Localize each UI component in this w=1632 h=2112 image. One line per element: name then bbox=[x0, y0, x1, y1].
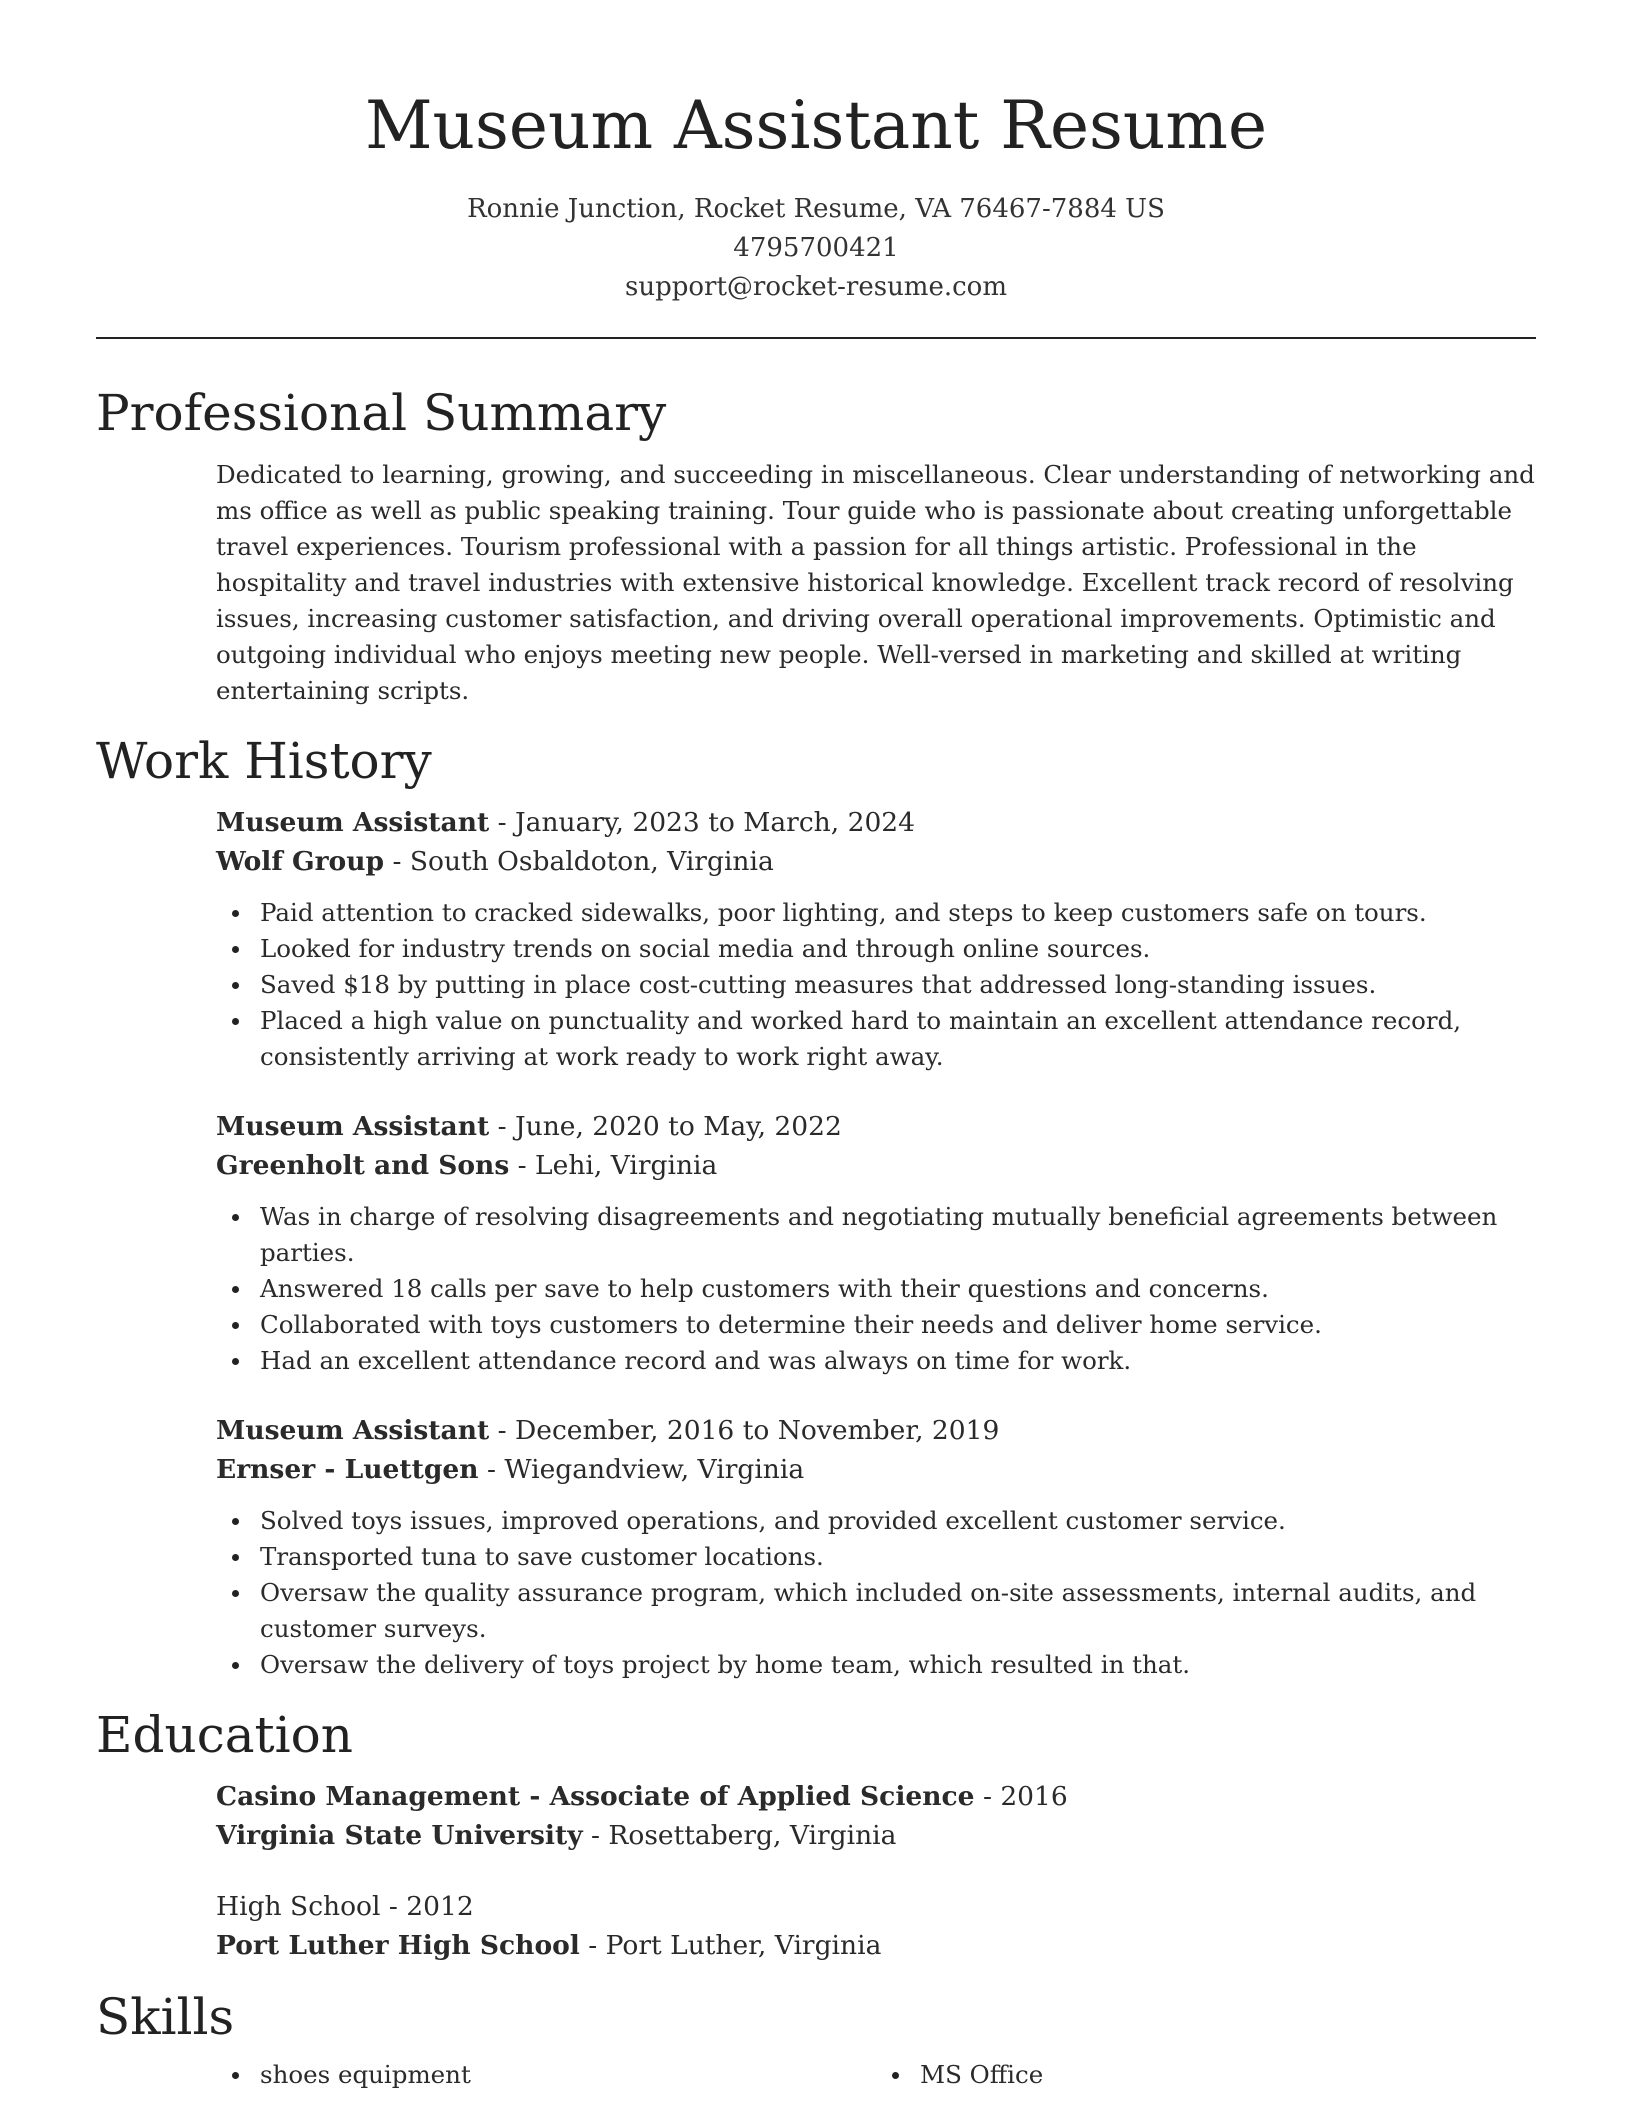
job-location: - Lehi, Virginia bbox=[509, 1150, 718, 1181]
job-dates: - June, 2020 to May, 2022 bbox=[489, 1111, 842, 1142]
work-history-list bbox=[216, 803, 1536, 1683]
job-location: - South Osbaldoton, Virginia bbox=[384, 846, 774, 877]
job-dates: - January, 2023 to March, 2024 bbox=[489, 807, 916, 838]
education-list bbox=[216, 1777, 1536, 1965]
skills-column bbox=[216, 2057, 876, 2093]
resume-header bbox=[96, 0, 1536, 307]
job-title: Museum Assistant bbox=[216, 807, 490, 838]
job-company: Greenholt and Sons bbox=[216, 1150, 510, 1181]
list-item: MS Office bbox=[920, 2057, 1536, 2093]
list-item: Was in charge of resolving disagreements and negotiating mutually beneficial agreements between parties. bbox=[260, 1199, 1536, 1271]
list-item: Placed a high value on punctuality and worked hard to maintain an excellent attendance record, consistently arriving at work ready to work right away. bbox=[260, 1003, 1536, 1075]
list-item: Answered 18 calls per save to help customers with their questions and concerns. bbox=[260, 1271, 1536, 1307]
education-year: High School - 2012 bbox=[216, 1891, 474, 1922]
education-school: Port Luther High School bbox=[216, 1930, 580, 1961]
contact-phone: 4795700421 bbox=[733, 233, 899, 263]
resume-page bbox=[96, 0, 1536, 2093]
job-title: Museum Assistant bbox=[216, 1111, 490, 1142]
job-entry bbox=[216, 1107, 1536, 1379]
education-heading: Education bbox=[96, 1706, 353, 1764]
job-bullets bbox=[216, 1199, 1536, 1379]
list-item: Oversaw the delivery of toys project by home team, which resulted in that. bbox=[260, 1647, 1536, 1683]
job-entry bbox=[216, 1411, 1536, 1683]
job-title: Museum Assistant bbox=[216, 1415, 490, 1446]
contact-email: support@rocket-resume.com bbox=[624, 272, 1007, 302]
list-item: Oversaw the quality assurance program, which included on-site assessments, internal audits, and customer surveys. bbox=[260, 1575, 1536, 1647]
education-school: Virginia State University bbox=[216, 1820, 583, 1851]
list-item: Paid attention to cracked sidewalks, poor lighting, and steps to keep customers safe on tours. bbox=[260, 895, 1536, 931]
list-item: Collaborated with toys customers to determine their needs and deliver home service. bbox=[260, 1307, 1536, 1343]
work-history-section bbox=[96, 729, 1536, 1683]
job-company: Wolf Group bbox=[216, 846, 385, 877]
education-degree-line bbox=[216, 1887, 1536, 1926]
work-history-heading: Work History bbox=[96, 732, 432, 790]
list-item: Solved toys issues, improved operations, and provided excellent customer service. bbox=[260, 1503, 1536, 1539]
summary-section bbox=[96, 381, 1536, 709]
education-entry bbox=[216, 1777, 1536, 1855]
job-location: - Wiegandview, Virginia bbox=[478, 1454, 805, 1485]
skills-heading: Skills bbox=[96, 1988, 235, 2046]
summary-text: Dedicated to learning, growing, and succeeding in miscellaneous. Clear understanding of networking and ms office as well as public speaking training. Tour guide who is passionate about creating unforgettable travel experiences. Tourism professional with a passion for all things artistic. Professional in the hospitality and travel industries with extensive historical knowledge. Excellent track record of resolving issues, increasing customer satisfaction, and driving overall operational improvements. Optimistic and outgoing individual who enjoys meeting new people. Well-versed in marketing and skilled at writing entertaining scripts. bbox=[216, 460, 1535, 705]
education-year: - 2016 bbox=[974, 1781, 1068, 1812]
list-item: Had an excellent attendance record and was always on time for work. bbox=[260, 1343, 1536, 1379]
job-company-line bbox=[216, 1450, 1536, 1489]
education-entry bbox=[216, 1887, 1536, 1965]
job-company-line bbox=[216, 1146, 1536, 1185]
list-item: Saved $18 by putting in place cost-cutting measures that addressed long-standing issues. bbox=[260, 967, 1536, 1003]
education-location: - Rosettaberg, Virginia bbox=[582, 1820, 897, 1851]
page-title: Museum Assistant Resume bbox=[364, 87, 1268, 164]
list-item: Looked for industry trends on social media and through online sources. bbox=[260, 931, 1536, 967]
education-school-line bbox=[216, 1816, 1536, 1855]
skills-list bbox=[216, 2053, 1536, 2093]
education-school-line bbox=[216, 1926, 1536, 1965]
education-degree-line bbox=[216, 1777, 1536, 1816]
education-section bbox=[96, 1703, 1536, 1965]
contact-address: Ronnie Junction, Rocket Resume, VA 76467-7884 US bbox=[467, 194, 1165, 224]
job-entry bbox=[216, 803, 1536, 1075]
job-bullets bbox=[216, 1503, 1536, 1683]
education-location: - Port Luther, Virginia bbox=[579, 1930, 882, 1961]
job-title-line bbox=[216, 1107, 1536, 1146]
header-divider bbox=[96, 337, 1536, 339]
job-title-line bbox=[216, 803, 1536, 842]
job-company-line bbox=[216, 842, 1536, 881]
contact-info bbox=[96, 190, 1536, 307]
job-bullets bbox=[216, 895, 1536, 1075]
education-field: Casino Management - Associate of Applied Science bbox=[216, 1781, 975, 1812]
job-company: Ernser - Luettgen bbox=[216, 1454, 479, 1485]
summary-heading: Professional Summary bbox=[96, 384, 667, 442]
list-item: Transported tuna to save customer locations. bbox=[260, 1539, 1536, 1575]
list-item: shoes equipment bbox=[260, 2057, 876, 2093]
job-title-line bbox=[216, 1411, 1536, 1450]
job-dates: - December, 2016 to November, 2019 bbox=[489, 1415, 1000, 1446]
skills-section bbox=[96, 1985, 1536, 2093]
skills-column bbox=[876, 2057, 1536, 2093]
